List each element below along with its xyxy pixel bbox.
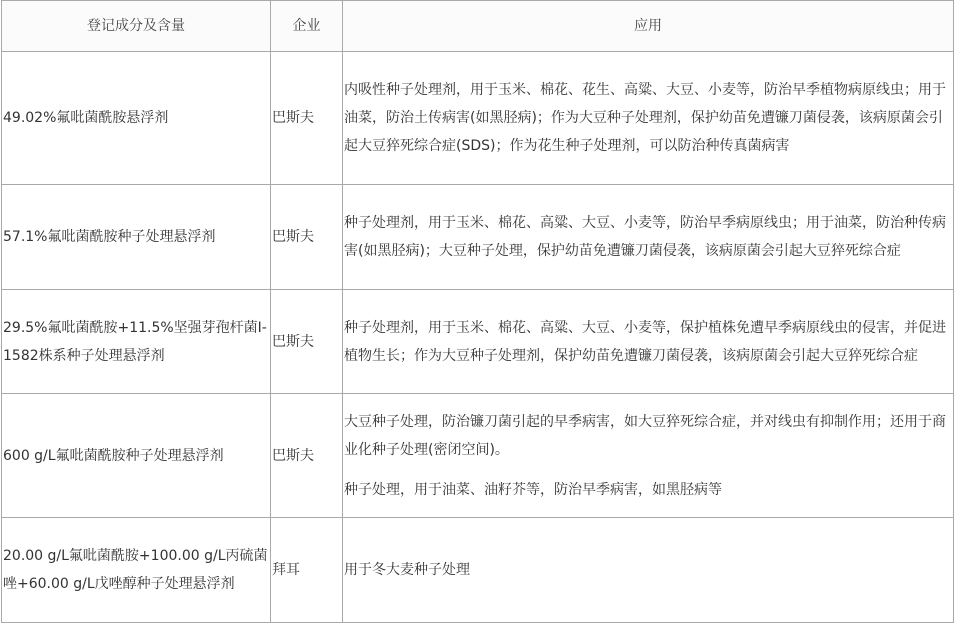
ingredient-cell: 20.00 g/L氟吡菌酰胺+100.00 g/L丙硫菌唑+60.00 g/L戊唑醇种子处理悬浮剂: [2, 518, 271, 623]
application-cell: [343, 290, 954, 394]
table-row: [2, 518, 954, 623]
company-cell: 巴斯夫: [271, 394, 343, 518]
application-cell: [343, 518, 954, 623]
company-cell: 巴斯夫: [271, 290, 343, 394]
application-cell: [343, 185, 954, 290]
product-registration-table: [1, 0, 954, 623]
application-text: 用于冬大麦种子处理: [344, 562, 470, 578]
application-text: 种子处理剂，用于玉米、棉花、高粱、大豆、小麦等，保护植株免遭早季病原线虫的侵害，并促进植物生长；作为大豆种子处理剂，保护幼苗免遭镰刀菌侵袭，该病原菌会引起大豆猝死综合症: [344, 319, 946, 364]
table-row: [2, 185, 954, 290]
application-text: 种子处理，用于油菜、油籽芥等，防治早季病害，如黑胫病等: [344, 481, 722, 498]
ingredient-cell: 49.02%氟吡菌酰胺悬浮剂: [2, 52, 271, 185]
application-text: 大豆种子处理，防治镰刀菌引起的早季病害，如大豆猝死综合症，并对线虫有抑制作用；还用于商业化种子处理(密闭空间)。: [344, 413, 946, 458]
header-ingredient: 登记成分及含量: [2, 1, 271, 52]
table-row: [2, 52, 954, 185]
application-cell: [343, 52, 954, 185]
application-text: 种子处理剂，用于玉米、棉花、高粱、大豆、小麦等，防治早季病原线虫；用于油菜，防治种传病害(如黑胫病)；大豆种子处理，保护幼苗免遭镰刀菌侵袭，该病原菌会引起大豆猝死综合症: [344, 215, 946, 259]
header-application: 应用: [343, 1, 954, 52]
application-cell: [343, 394, 954, 518]
table-header-row: [2, 1, 954, 52]
company-cell: 巴斯夫: [271, 185, 343, 290]
application-text: 内吸性种子处理剂，用于玉米、棉花、花生、高粱、大豆、小麦等，防治早季植物病原线虫；用于油菜，防治土传病害(如黑胫病)；作为大豆种子处理剂，保护幼苗免遭镰刀菌侵袭，该病原菌会引起大豆猝死综合症(SDS)；作为花生种子处理剂，可以防治种传真菌病害: [344, 82, 946, 154]
ingredient-cell: 57.1%氟吡菌酰胺种子处理悬浮剂: [2, 185, 271, 290]
ingredient-cell: 29.5%氟吡菌酰胺+11.5%坚强芽孢杆菌I-1582株系种子处理悬浮剂: [2, 290, 271, 394]
table-row: [2, 394, 954, 518]
ingredient-cell: 600 g/L氟吡菌酰胺种子处理悬浮剂: [2, 394, 271, 518]
company-cell: 拜耳: [271, 518, 343, 623]
header-company: 企业: [271, 1, 343, 52]
company-cell: 巴斯夫: [271, 52, 343, 185]
table-row: [2, 290, 954, 394]
